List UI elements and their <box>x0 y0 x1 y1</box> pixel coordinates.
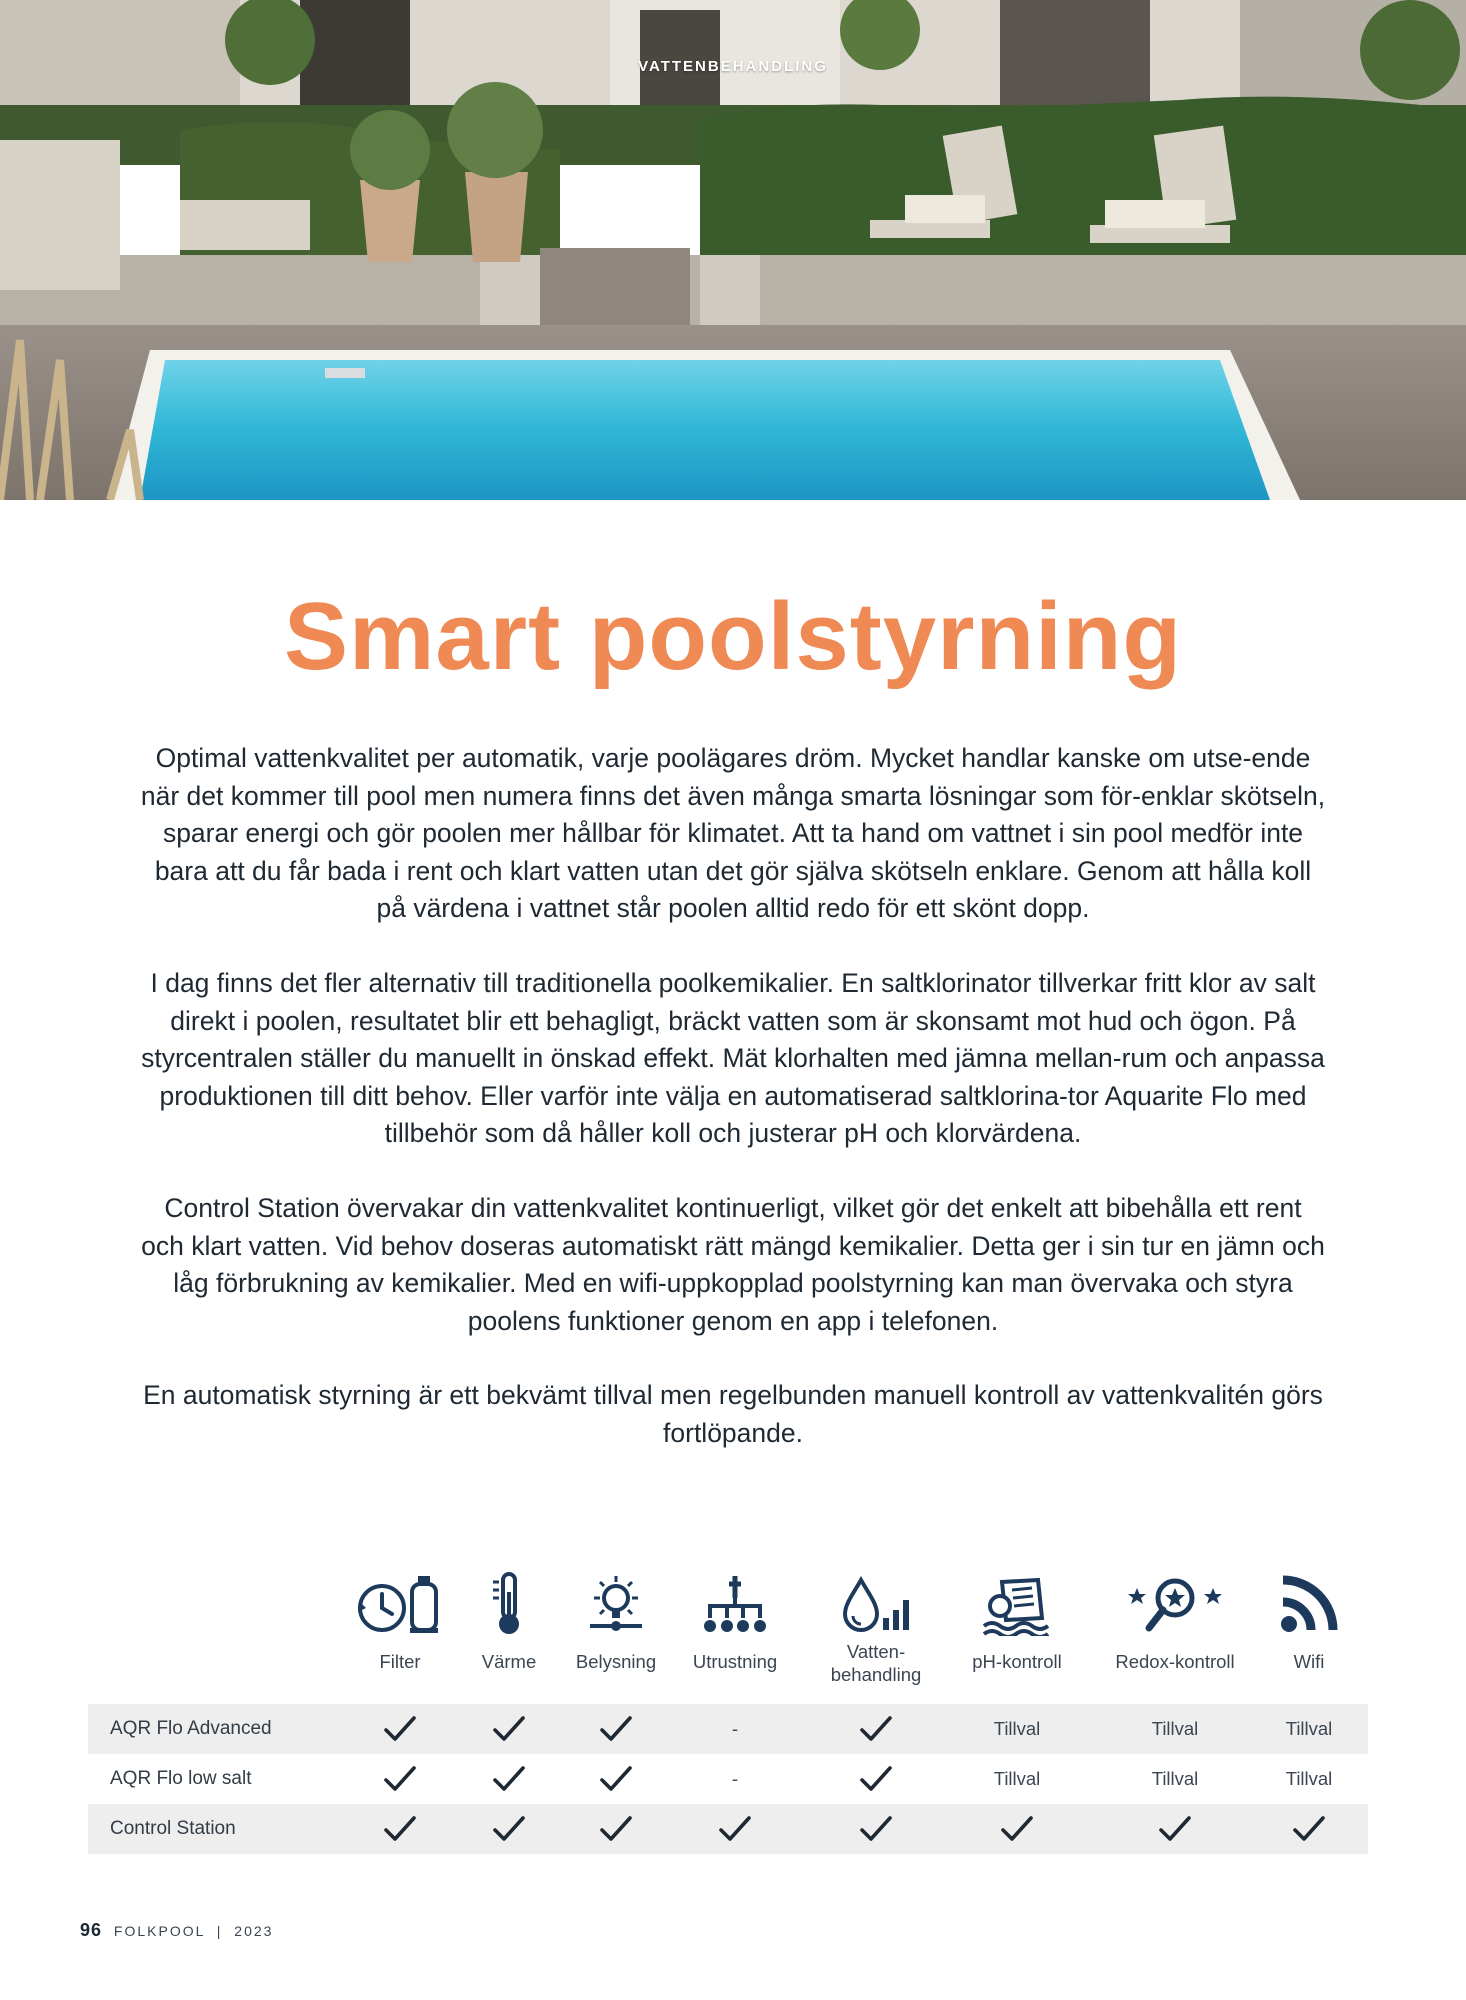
feature-label: Belysning <box>575 1651 657 1672</box>
lamp-icon <box>586 1572 646 1636</box>
feature-label: Filter <box>379 1651 421 1672</box>
paragraph: Optimal vattenkvalitet per automatik, varje poolägares dröm. Mycket handlar kanske om utse-ende när det kommer till pool men numera finns det även många smarta lösningar som för-enklar skötseln, sparar energi och gör poolen mer hållbar för klimatet. Att ta hand om vattnet i sin pool medför inte bara att du får bada i rent och klart vatten utan det gör själva skötseln enklare. Genom att hålla koll på värdena i vattnet står poolen alltid redo för ett skönt dopp. <box>140 743 1326 924</box>
check-icon <box>599 1715 633 1743</box>
check-icon <box>718 1815 752 1843</box>
table-cell-check <box>806 1804 946 1854</box>
feature-redox-kontroll <box>1105 1552 1245 1673</box>
check-icon <box>492 1815 526 1843</box>
footer-brand: FOLKPOOL <box>113 1923 205 1939</box>
water-drop-bars-icon <box>839 1576 913 1636</box>
paragraph: I dag finns det fler alternativ till traditionella poolkemikalier. En saltklorinator tillverkar fritt klor av salt direkt i poolen, resultatet blir ett behagligt, bräckt vatten som är skonsamt mot hud och ögon. På styrcentralen ställer du manuellt in önskad effekt. Mät klorhalten med jämna mellan-rum och anpassa produktionen till ditt behov. Eller varför inte välja en automatiserad saltklorina-tor Aquarite Flo med tillbehör som då håller koll och justerar pH och klorvärdena. <box>141 967 1325 1149</box>
table-cell-text: Tillval <box>1285 1768 1333 1789</box>
pool-garden-illustration <box>0 0 1466 500</box>
comparison-table <box>88 1704 1368 1854</box>
table-cell-check <box>806 1704 946 1754</box>
check-icon <box>383 1765 417 1793</box>
check-icon <box>859 1715 893 1743</box>
table-cell-text: Tillval <box>993 1718 1041 1739</box>
equipment-network-icon <box>702 1572 768 1636</box>
table-cell-text: Tillval <box>1151 1768 1199 1789</box>
paragraph: Control Station övervakar din vattenkvalitet kontinuerligt, vilket gör det enkelt att bibehålla ett rent och klart vatten. Vid behov doseras automatiskt rätt mängd kemikalier. Detta ger i sin tur en jämn och låg förbrukning av kemikalier. Med en wifi-uppkopplad poolstyrning kan man övervaka och styra poolens funktioner genom en app i telefonen. <box>141 1192 1325 1336</box>
check-icon <box>492 1715 526 1743</box>
feature-label: Wifi <box>1293 1651 1325 1672</box>
body-text <box>140 740 1326 1490</box>
check-icon <box>383 1815 417 1843</box>
page-number: 96 <box>80 1920 103 1940</box>
table-cell-check <box>665 1804 805 1854</box>
table-cell-dash: - <box>731 1768 739 1789</box>
table-cell-text: Tillval <box>1151 1718 1199 1739</box>
feature-label: Redox-kontroll <box>1115 1651 1235 1672</box>
check-icon <box>859 1765 893 1793</box>
table-row <box>88 1754 1368 1804</box>
row-product-name: AQR Flo Advanced <box>110 1718 272 1739</box>
redox-magnifier-icon <box>1125 1576 1225 1636</box>
feature-label: Värme <box>481 1651 537 1672</box>
page-footer <box>80 1920 273 1941</box>
feature-label: Utrustning <box>692 1651 778 1672</box>
table-cell-check <box>947 1804 1087 1854</box>
feature-utrustning <box>665 1552 805 1673</box>
hero-photo <box>0 0 1466 500</box>
feature-header <box>0 1552 1466 1692</box>
table-cell-check <box>806 1754 946 1804</box>
feature-ph-kontroll <box>947 1552 1087 1673</box>
table-cell-check <box>1105 1804 1245 1854</box>
check-icon <box>599 1765 633 1793</box>
check-icon <box>599 1815 633 1843</box>
table-cell-text: Tillval <box>993 1768 1041 1789</box>
section-label: VATTENBEHANDLING <box>638 58 828 75</box>
page-title: Smart poolstyrning <box>283 583 1183 690</box>
ph-test-icon <box>982 1576 1052 1636</box>
timer-filter-icon <box>354 1572 446 1636</box>
table-row <box>88 1804 1368 1854</box>
table-cell-check <box>1239 1804 1379 1854</box>
feature-vattenbehandling <box>806 1552 946 1686</box>
check-icon <box>492 1765 526 1793</box>
check-icon <box>383 1715 417 1743</box>
feature-label: Vatten- behandling <box>830 1641 922 1685</box>
check-icon <box>1000 1815 1034 1843</box>
check-icon <box>1292 1815 1326 1843</box>
footer-year: 2023 <box>234 1923 274 1939</box>
footer-separator: | <box>216 1923 223 1939</box>
wifi-icon <box>1277 1572 1341 1636</box>
feature-label: pH-kontroll <box>972 1651 1062 1672</box>
paragraph: En automatisk styrning är ett bekvämt tillval men regelbunden manuell kontroll av vattenkvalitén görs fortlöpande. <box>143 1380 1323 1448</box>
row-product-name: AQR Flo low salt <box>110 1768 252 1789</box>
table-cell-dash: - <box>731 1718 739 1739</box>
feature-wifi <box>1239 1552 1379 1673</box>
thermometer-icon <box>489 1570 529 1636</box>
check-icon <box>1158 1815 1192 1843</box>
check-icon <box>859 1815 893 1843</box>
row-product-name: Control Station <box>110 1818 236 1839</box>
table-row <box>88 1704 1368 1754</box>
table-cell-text: Tillval <box>1285 1718 1333 1739</box>
